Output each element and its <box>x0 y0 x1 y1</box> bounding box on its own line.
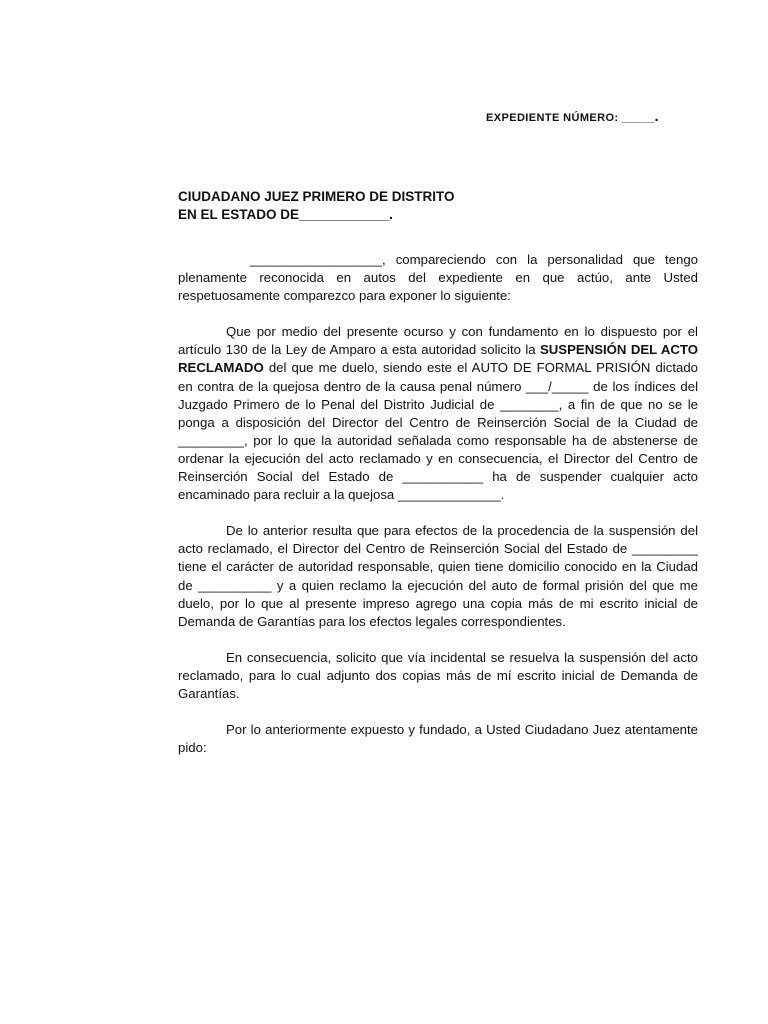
paragraph-request-start: Que por medio del presente ocurso y con fundamento en lo dispuesto por el artículo 130 de la Ley de Amparo a esta autoridad solicito la <box>178 324 698 358</box>
paragraph-procedencia: De lo anterior resulta que para efectos de la procedencia de la suspensión del acto reclamado, el Director del Centro de Reinserción Social del Estado de _________ tiene el carácter de autoridad responsable, quien tiene domicilio conocido en la Ciudad de __________ y a quien reclamo la ejecución del auto de formal prisión del que me duelo, por lo que al presente impreso agrego una copia más de mi escrito inicial de Demanda de Garantías para los efectos legales correspondientes. <box>178 523 698 629</box>
paragraph-request <box>178 323 698 504</box>
paragraph-request-end: del que me duelo, siendo este el AUTO DE FORMAL PRISIÓN dictado en contra de la quejosa dentro de la causa penal número ___/_____ de los índices del Juzgado Primero de lo Penal del Distrito Judicial de ________, a fin de que no se le ponga a disposición del Director del Centro de Reinserción Social de la Ciudad de _________, por lo que la autoridad señalada como responsable ha de abstenerse de ordenar la ejecución del acto reclamado y en consecuencia, el Director del Centro de Reinserción Social del Estado de ___________ ha de suspender cualquier acto encaminado para recluir a la quejosa ______________. <box>178 360 698 503</box>
suspension-emphasis: SUSPENSIÓN DEL ACTO RECLAMADO <box>178 342 698 376</box>
expediente-label: EXPEDIENTE NÚMERO: _____ <box>486 112 655 124</box>
addressee-line-2: EN EL ESTADO DE____________. <box>178 207 393 222</box>
document-body <box>178 251 698 775</box>
paragraph-intro: __________________, compareciendo con la personalidad que tengo plenamente reconocida en autos del expediente en que actúo, ante Usted respetuosamente comparezco para exponer lo siguiente: <box>178 252 698 304</box>
expediente-number <box>486 108 659 125</box>
addressee-block <box>178 188 455 224</box>
expediente-dot: . <box>654 108 660 125</box>
paragraph-consecuencia: En consecuencia, solicito que vía incidental se resuelva la suspensión del acto reclamado, para lo cual adjunto dos copias más de mí escrito inicial de Demanda de Garantías. <box>178 649 698 701</box>
addressee-line-1: CIUDADANO JUEZ PRIMERO DE DISTRITO <box>178 189 455 204</box>
paragraph-closing: Por lo anteriormente expuesto y fundado, a Usted Ciudadano Juez atentamente pido: <box>178 722 698 756</box>
